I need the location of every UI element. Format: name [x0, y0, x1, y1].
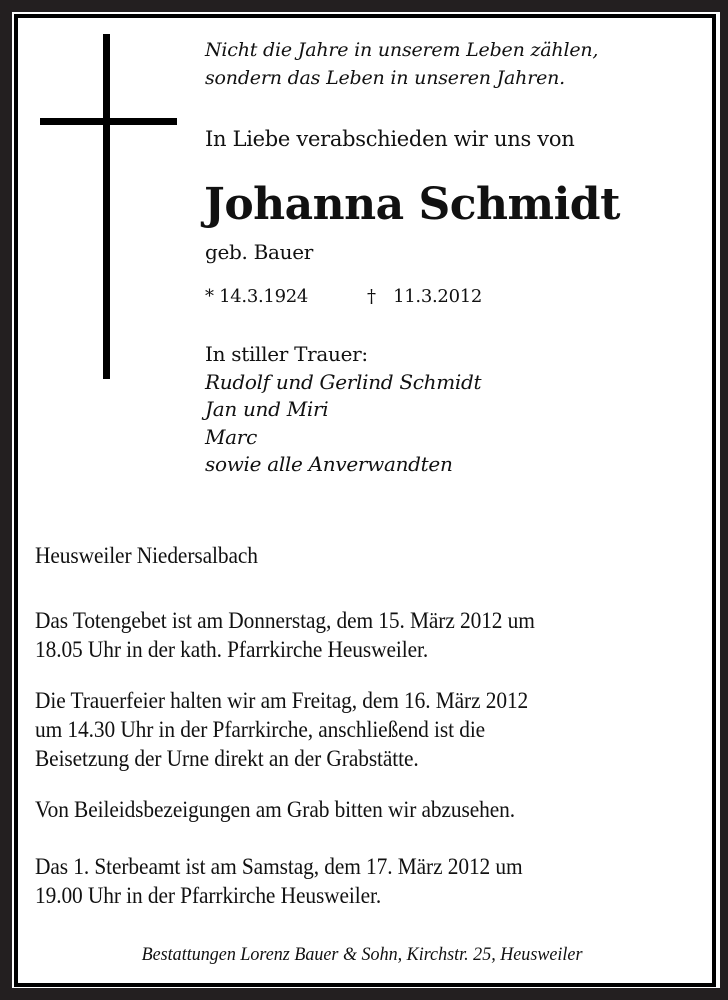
inner-frame-border: [14, 14, 716, 987]
birth-date: [205, 284, 308, 310]
farewell-intro: In Liebe verabschieden wir uns von: [205, 127, 575, 151]
place-name: Heusweiler Niedersalbach: [35, 543, 258, 568]
paragraph-line: Die Trauerfeier halten wir am Freitag, dem 16. März 2012: [35, 688, 529, 713]
cross-horizontal-bar: [40, 118, 177, 125]
paragraph-line: 19.00 Uhr in der Pfarrkirche Heusweiler.: [35, 883, 382, 908]
memorial-quote: [205, 36, 598, 92]
mourner-name: Marc: [205, 424, 257, 449]
paragraph-line: um 14.30 Uhr in der Pfarrkirche, anschließend ist die: [35, 717, 486, 742]
paragraph-condolences: [35, 795, 515, 824]
paragraph-line: Beisetzung der Urne direkt an der Grabstätte.: [35, 746, 419, 771]
mourners-heading: In stiller Trauer:: [205, 342, 368, 366]
quote-line: Nicht die Jahre in unserem Leben zählen,: [205, 39, 599, 61]
mourner-name: Jan und Miri: [205, 397, 329, 421]
quote-line: sondern das Leben in unseren Jahren.: [205, 67, 566, 89]
paragraph-line: Das 1. Sterbeamt ist am Samstag, dem 17. März 2012 um: [35, 854, 523, 879]
birth-star-icon: *: [205, 286, 214, 307]
dagger-icon: †: [367, 286, 376, 307]
death-date: [367, 284, 482, 310]
paragraph-prayer: [35, 606, 535, 664]
mourners-block: [205, 341, 481, 479]
deceased-name: Johanna Schmidt: [204, 179, 620, 230]
paragraph-line: 18.05 Uhr in der kath. Pfarrkirche Heusweiler.: [35, 637, 429, 662]
maiden-name: geb. Bauer: [205, 240, 314, 264]
paragraph-requiem: [35, 852, 523, 910]
mourner-name: sowie alle Anverwandten: [205, 452, 453, 476]
paragraph-line: Von Beileidsbezeigungen am Grab bitten wir abzusehen.: [35, 797, 515, 822]
undertaker-footer: [0, 943, 728, 967]
undertaker-text: Bestattungen Lorenz Bauer & Sohn, Kirchstr. 25, Heusweiler: [141, 944, 583, 965]
paragraph-line: Das Totengebet ist am Donnerstag, dem 15. März 2012 um: [35, 608, 535, 633]
mourner-name: Rudolf und Gerlind Schmidt: [205, 369, 482, 394]
paragraph-funeral-service: [35, 686, 528, 773]
death-date-value: 11.3.2012: [393, 286, 483, 307]
cross-vertical-bar: [103, 34, 110, 379]
birth-date-value: 14.3.1924: [219, 286, 309, 307]
